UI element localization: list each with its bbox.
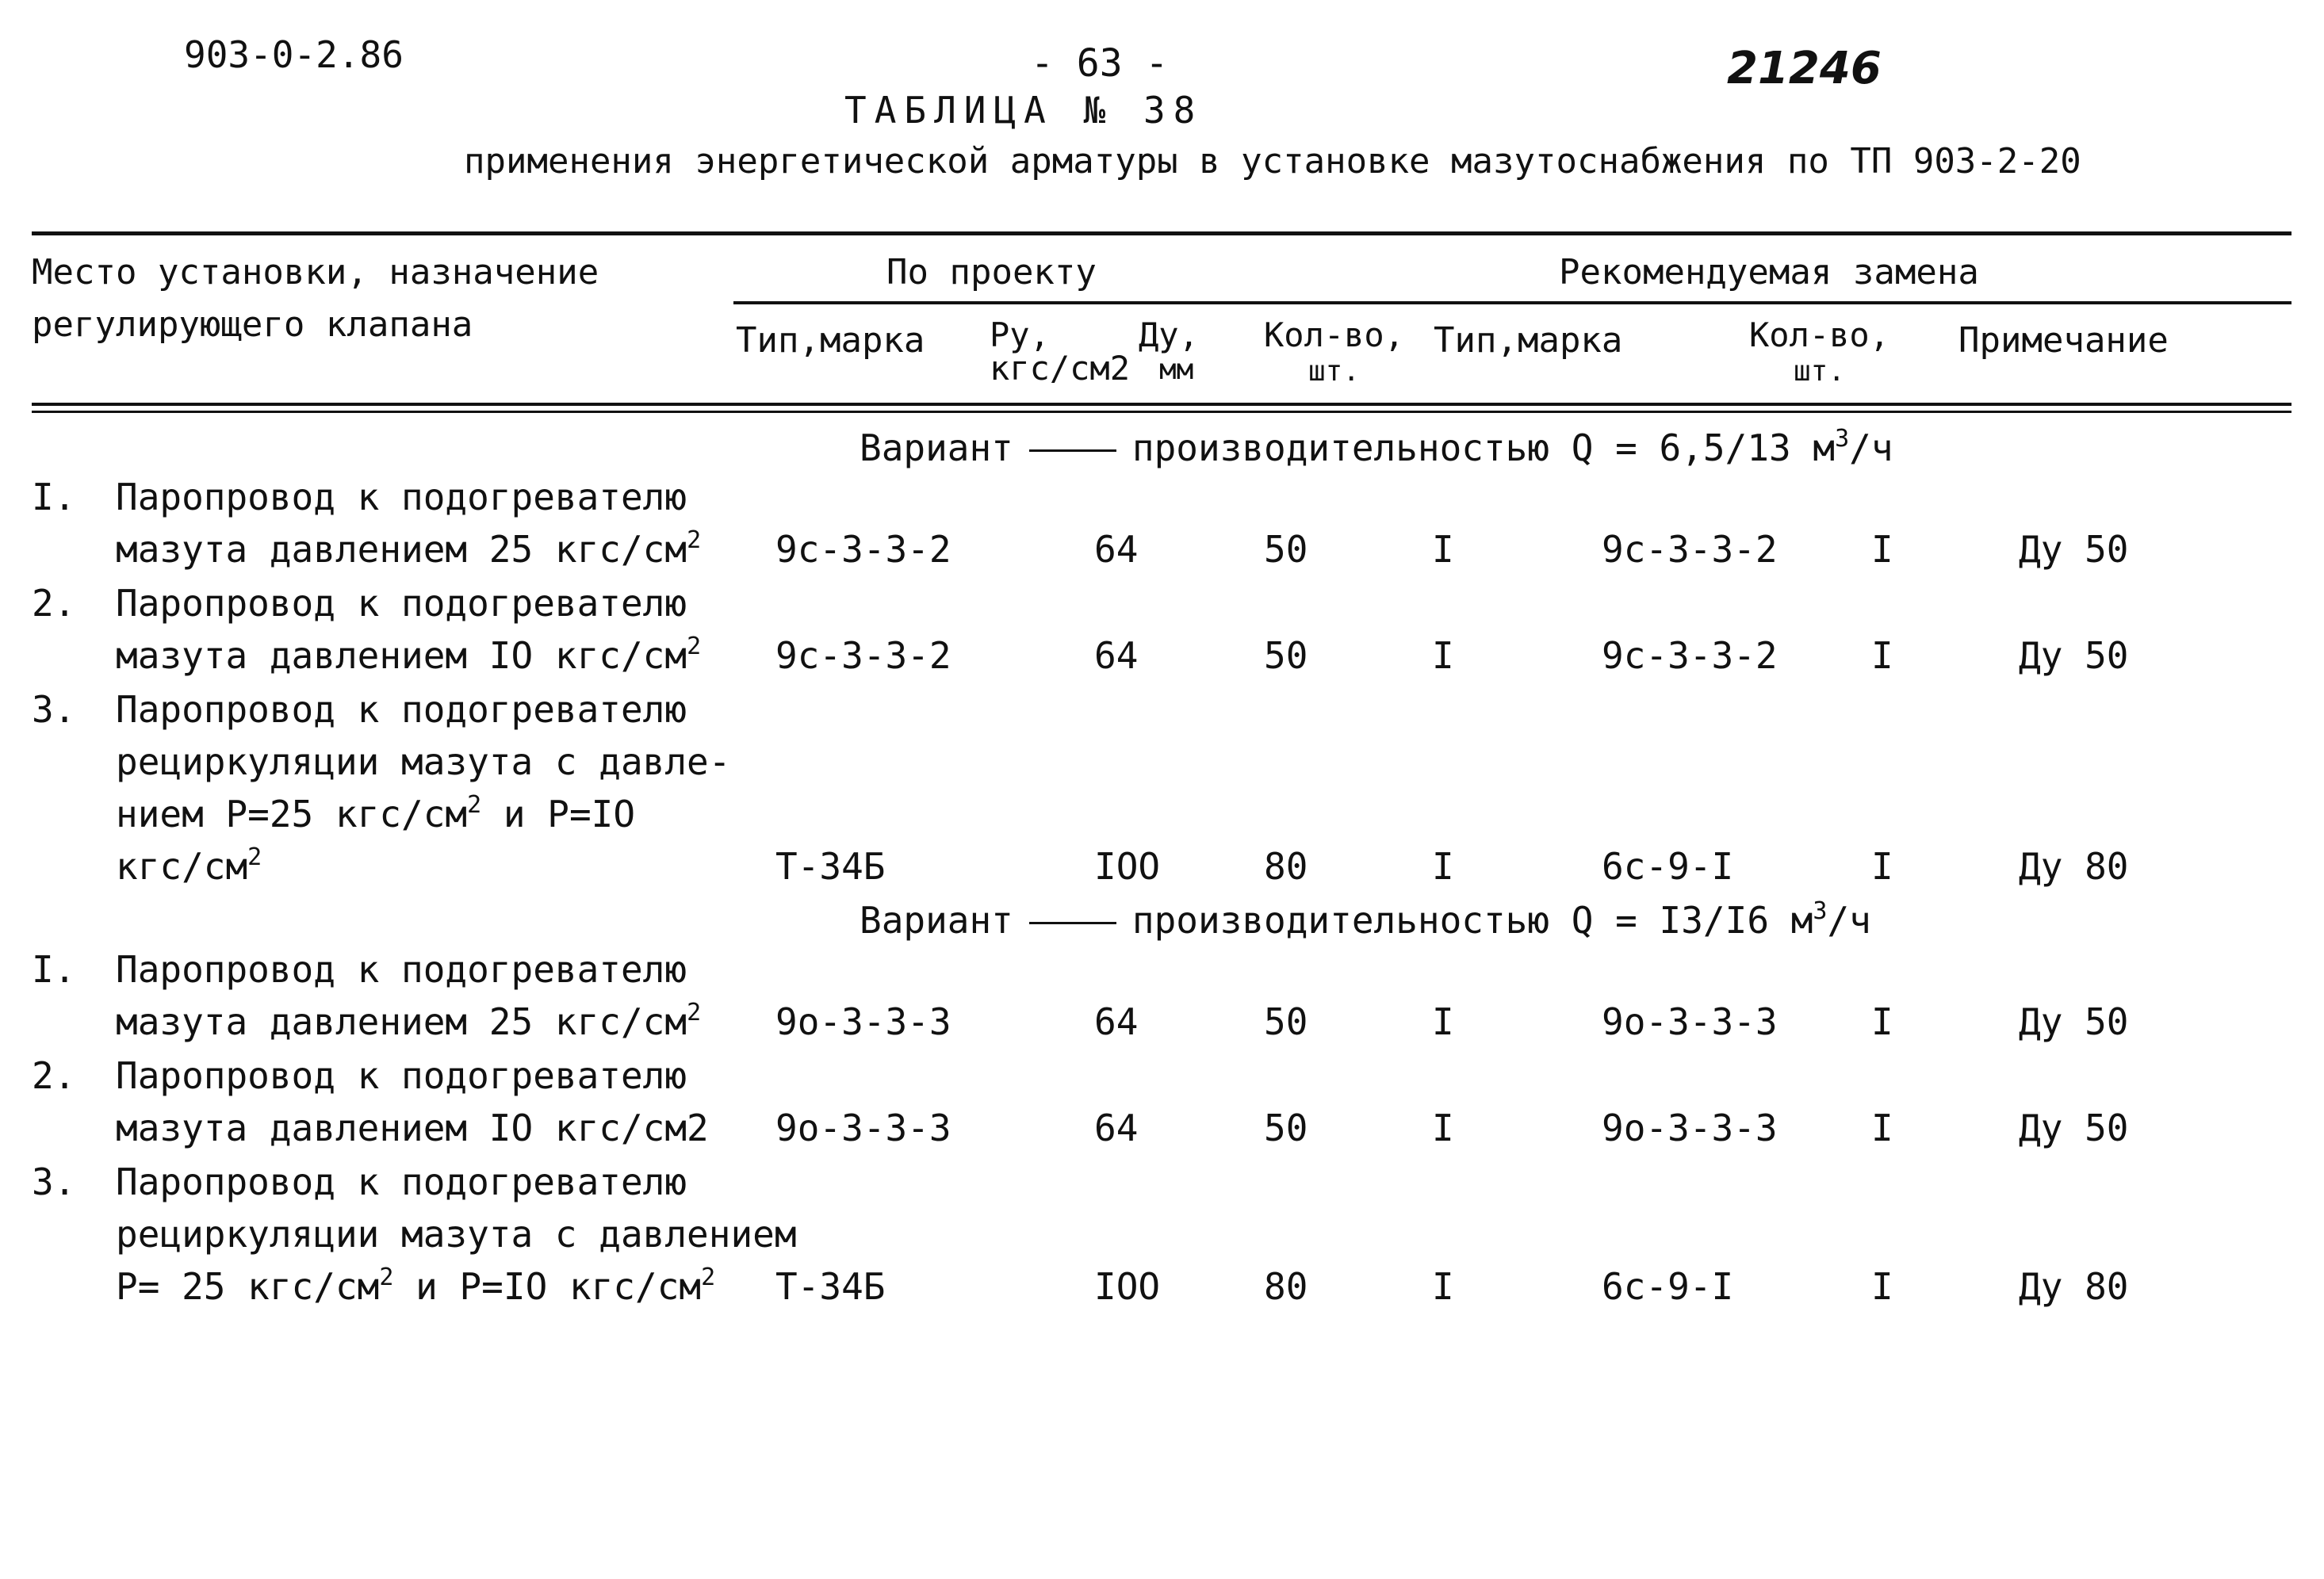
v2-row2-note: Ду 50 [2019,1107,2129,1149]
variant-2-label [860,899,1871,942]
col-rtype-header: Тип,марка [1434,320,1623,361]
table-title: ТАБЛИЦА № 38 [844,89,1204,132]
v1-row2-qty: I [1432,634,1454,677]
col-group-recommended: Рекомендуемая замена [1559,252,1979,292]
v1-row2-note: Ду 50 [2019,634,2129,677]
col-qty-header-2: шт. [1308,355,1361,388]
top-rule [32,231,2291,235]
v1-row3-du: 80 [1264,845,1308,888]
col-place-header-1: Место установки, назначение [32,252,599,292]
v2-row2-type: 9о-3-3-3 [775,1107,951,1149]
handwritten-stamp: 21246 [1727,43,1882,94]
v2-row3-qty: I [1432,1265,1454,1308]
v1-row3-desc-2: рециркуляции мазута с давле- [116,740,731,783]
v1-row1-qty: I [1432,528,1454,571]
v2-row1-type: 9о-3-3-3 [775,1000,951,1043]
v2-row2-qty: I [1432,1107,1454,1149]
v1-row1-rtype: 9с-3-3-2 [1602,528,1778,571]
v1-row3-desc-1: Паропровод к подогревателю [116,688,687,731]
col-rqty-header-2: шт. [1794,355,1846,388]
v1-row2-rqty: I [1871,634,1893,677]
v1-row1-note: Ду 50 [2019,528,2129,571]
v2-row3-py: IOO [1094,1265,1161,1308]
variant-1-label-after: производительностью Q = 6,5/13 м [1131,426,1836,469]
col-qty-header-1: Кол-во, [1264,315,1405,354]
variant-1-sup: 3 [1835,425,1850,453]
v1-row2-du: 50 [1264,634,1308,677]
col-du-header-2: мм [1159,354,1194,386]
v2-row3-rtype: 6с-9-I [1602,1265,1734,1308]
variant-2-label-after: производительностью Q = I3/I6 м [1131,899,1813,942]
v2-row2-desc-1: Паропровод к подогревателю [116,1054,687,1097]
v1-row3-rqty: I [1871,845,1893,888]
variant-1-label-before: Вариант [860,426,1013,469]
v1-row1-desc-1: Паропровод к подогревателю [116,476,687,518]
v2-row1-du: 50 [1264,1000,1308,1043]
v1-row1-du: 50 [1264,528,1308,571]
header-bottom-rule-2 [32,411,2291,413]
v1-row1-rqty: I [1871,528,1893,571]
v1-row2-num: 2. [32,582,76,625]
v1-row2-rtype: 9с-3-3-2 [1602,634,1778,677]
v2-row2-desc-2: мазута давлением IO кгс/см2 [116,1107,709,1149]
variant-1-label [860,426,1893,469]
v1-row3-desc-4: кгс/$см^2$ [116,843,262,888]
col-rqty-header-1: Кол-во, [1749,315,1890,354]
col-py-header-2: кгс/см2 [990,349,1131,388]
v2-row2-num: 2. [32,1054,76,1097]
v1-row3-py: IOO [1094,845,1161,888]
v2-row3-note: Ду 80 [2019,1265,2129,1308]
page-number: - 63 - [1031,41,1169,86]
v2-row1-qty: I [1432,1000,1454,1043]
v2-row3-desc-2: рециркуляции мазута с давлением [116,1213,797,1256]
v2-row3-desc-1: Паропровод к подогревателю [116,1160,687,1203]
col-place-header-2: регулирующего клапана [32,304,473,345]
col-group-by-project: По проекту [886,252,1097,292]
v2-row3-desc-3: Р= 25 кгс/$см^2$ и Р=IO кгс/$см^2$ [116,1264,716,1308]
v1-row2-desc-1: Паропровод к подогревателю [116,582,687,625]
v1-row3-type: Т-34Б [775,845,886,888]
variant-1-unit: /ч [1849,426,1893,469]
v2-row1-rqty: I [1871,1000,1893,1043]
variant-2-blank [1029,922,1116,924]
v1-row3-note: Ду 80 [2019,845,2129,888]
header-bottom-rule-1 [32,403,2291,406]
v1-row2-type: 9с-3-3-2 [775,634,951,677]
v2-row3-num: 3. [32,1160,76,1203]
v2-row3-du: 80 [1264,1265,1308,1308]
v2-row1-num: I. [32,948,76,991]
v1-row3-rtype: 6с-9-I [1602,845,1734,888]
v1-row1-type: 9с-3-3-2 [775,528,951,571]
v1-row2-desc-2: мазута давлением IO кгс/$см^2$ [116,633,702,677]
variant-1-blank [1029,449,1116,452]
group-rule [733,301,2291,304]
v2-row1-desc-1: Паропровод к подогревателю [116,948,687,991]
v1-row1-py: 64 [1094,528,1139,571]
v1-row1-desc-2: мазута давлением 25 кгс/$см^2$ [116,526,702,571]
variant-2-unit: /ч [1827,899,1871,942]
v2-row1-py: 64 [1094,1000,1139,1043]
v2-row3-rqty: I [1871,1265,1893,1308]
v2-row1-note: Ду 50 [2019,1000,2129,1043]
col-type-header: Тип,марка [736,320,925,361]
v2-row1-desc-2: мазута давлением 25 кгс/$см^2$ [116,999,702,1043]
v1-row3-num: 3. [32,688,76,731]
v1-row3-qty: I [1432,845,1454,888]
table-subtitle: применения энергетической арматуры в установке мазутоснабжения по ТП 903-2-20 [464,141,2081,182]
v2-row2-rtype: 9о-3-3-3 [1602,1107,1778,1149]
v2-row2-du: 50 [1264,1107,1308,1149]
v2-row1-rtype: 9о-3-3-3 [1602,1000,1778,1043]
document-code: 903-0-2.86 [184,33,404,76]
v1-row2-py: 64 [1094,634,1139,677]
col-py-header-1: Ру, [990,315,1050,354]
variant-2-sup: 3 [1813,897,1828,925]
v2-row3-type: Т-34Б [775,1265,886,1308]
col-note-header: Примечание [1958,320,2169,361]
v2-row2-py: 64 [1094,1107,1139,1149]
v1-row3-desc-3: нием Р=25 кгс/$см^2$ и Р=IO [116,791,636,835]
v1-row1-num: I. [32,476,76,518]
variant-2-label-before: Вариант [860,899,1013,942]
v2-row2-rqty: I [1871,1107,1893,1149]
col-du-header-1: Ду, [1139,315,1199,354]
